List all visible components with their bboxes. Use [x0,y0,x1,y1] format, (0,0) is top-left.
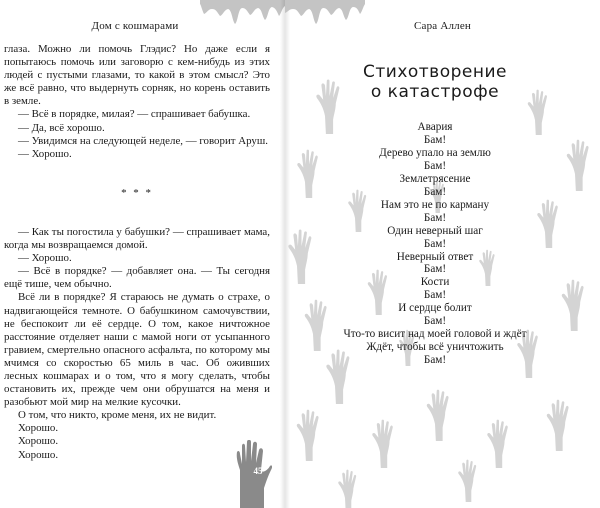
poem-line: Бам! [423,354,447,367]
paragraph: — Как ты погостила у бабушки? — спрашивает мама, когда мы возвращаемся домой. [4,225,270,252]
left-page [0,0,285,508]
paragraph: — Да, всё хорошо. [18,121,105,134]
poem-line: Кости [420,276,450,289]
paragraph: — Хорошо. [18,252,72,265]
poem-line: Бам! [423,211,447,224]
paragraph: Хорошо. [18,448,59,461]
poem-line: Авария [417,121,453,133]
poem-line: Бам! [423,237,447,250]
left-page-body [4,43,270,462]
right-page [285,0,600,508]
paragraph: — Хорошо. [18,147,72,160]
poem-line: Бам! [423,159,447,172]
poem-line: Что-то висит над моей головой и ждёт [343,328,527,341]
poem-line: Один неверный шаг [387,224,483,237]
paragraph: Хорошо. [18,422,59,435]
poem-line: И сердце болит [398,302,472,315]
poem-line: Землетрясение [399,172,471,185]
poem-line: Бам! [423,289,447,302]
paragraph: Всё ли в порядке? Я стараюсь не думать о страхе, о надвигающейся темноте. О бабушкином самочувствии, не беспокоит ли её сердце. О том, какое ничтожное расстояние отделяет наши с мамой ноги от усыпанного гравием, смертельно опасного асфальта, по которому мы мчимся со скоростью 65 миль в час. Об оживших лесных кошмарах и о том, что я могу сделать, чтобы остановить их, прежде чем они обрушатся на меня и разобьют мой мир на мелкие кусочки. [4,291,270,409]
poem-line: Неверный ответ [396,250,474,263]
paragraph: — Всё в порядке? — добавляет она. — Ты сегодня ещё тише, чем обычно. [4,265,270,291]
poem-line: Дерево упало на землю [379,146,491,159]
running-header-right: Сара Аллен [413,20,472,32]
poem-line: Бам! [423,185,447,198]
poem-line: Ждёт, чтобы всё уничтожить [366,341,504,354]
paragraph: глаза. Можно ли помочь Глэдис? Но даже если я попытаюсь помочь или заговорю с кем-нибудь из этих людей с пустыми глазами, то какой в этом смысл? Это же всё равно, что выдернуть сорняк, но корень оставить в земле. [4,43,270,108]
poem-title-line: о катастрофе [370,82,500,102]
poem-line: Бам! [423,133,447,146]
poem-line: Бам! [423,315,447,328]
poem-title [285,62,585,102]
poem-line: Нам это не по карману [380,198,490,211]
page-number: 45 [253,466,263,476]
poem-line: Бам! [423,263,447,276]
poem-title-line: Стихотворение [363,62,507,82]
paragraph: — Увидимся на следующей неделе, — говорит Аруш. [18,134,268,147]
running-header-left: Дом с кошмарами [91,20,179,32]
paragraph: Хорошо. [18,435,59,448]
paragraph: — Всё в порядке, милая? — спрашивает бабушка. [18,108,251,121]
paragraph: О том, что никто, кроме меня, их не видит. [18,409,217,422]
poem-body [285,121,585,367]
section-separator: * * * [121,186,153,199]
